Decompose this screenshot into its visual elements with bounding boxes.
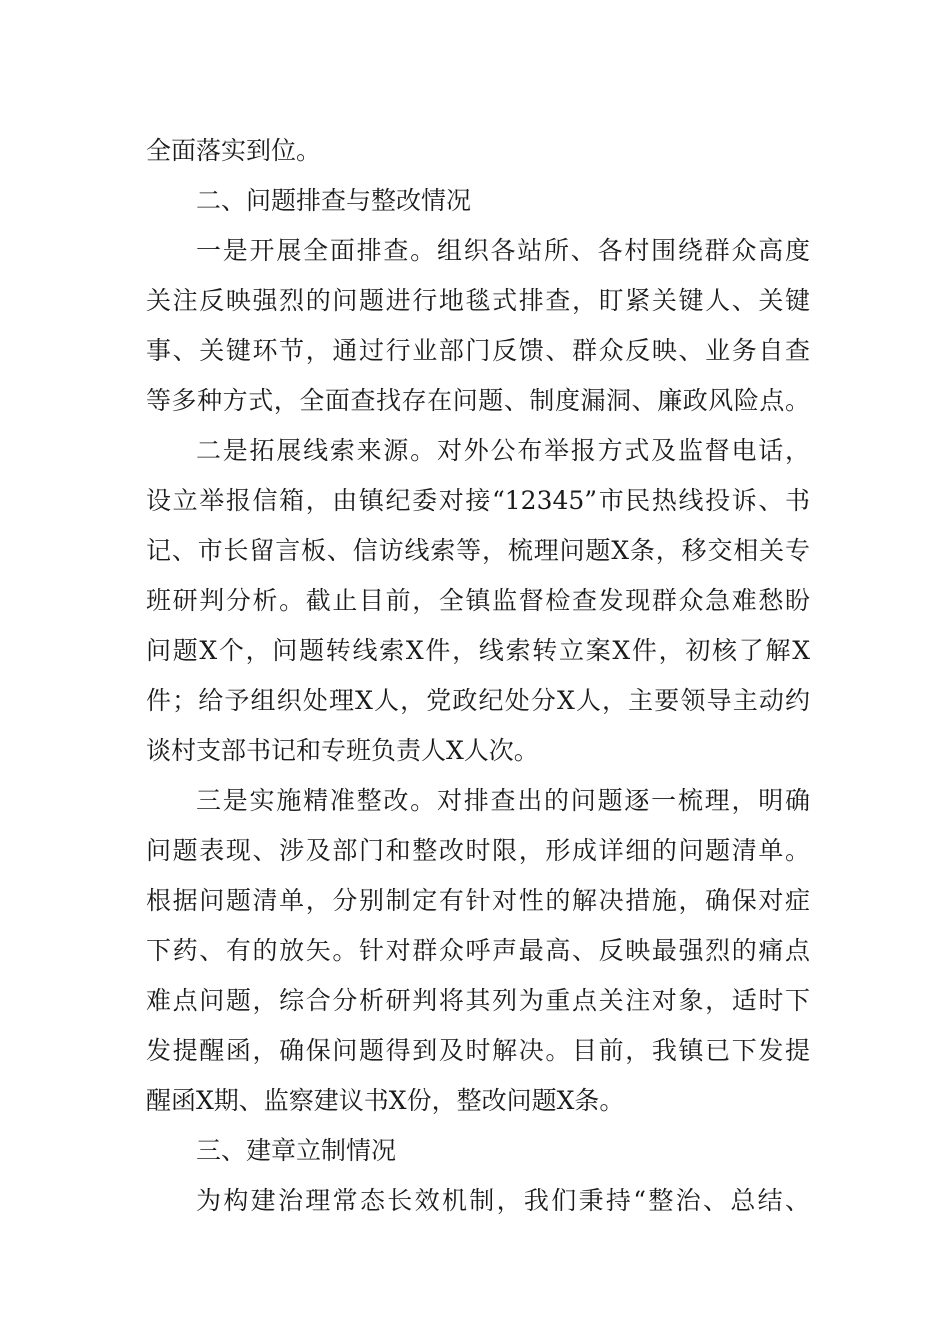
paragraph-line: 关注反映强烈的问题进行地毯式排查，盯紧关键人、关键 — [146, 286, 810, 315]
paragraph-line: 等多种方式，全面查找存在问题、制度漏洞、廉政风险点。 — [146, 386, 810, 415]
paragraph-line: 难点问题，综合分析研判将其列为重点关注对象，适时下 — [146, 986, 810, 1015]
paragraph-line: 件；给予组织处理X人，党政纪处分X人，主要领导主动约 — [146, 686, 810, 715]
paragraph-line: 全面落实到位。 — [146, 136, 322, 165]
paragraph-line: 班研判分析。截止目前，全镇监督检查发现群众急难愁盼 — [146, 586, 810, 615]
paragraph-line: 一是开展全面排查。组织各站所、各村围绕群众高度 — [196, 236, 810, 265]
paragraph-line: 二是拓展线索来源。对外公布举报方式及监督电话， — [196, 436, 810, 465]
paragraph-line: 设立举报信箱，由镇纪委对接“12345”市民热线投诉、书 — [146, 486, 810, 515]
paragraph-line: 为构建治理常态长效机制，我们秉持“整治、总结、 — [196, 1186, 810, 1215]
paragraph-line: 发提醒函，确保问题得到及时解决。目前，我镇已下发提 — [146, 1036, 810, 1065]
paragraph-line: 谈村支部书记和专班负责人X人次。 — [146, 736, 539, 765]
section-heading: 二、问题排查与整改情况 — [196, 186, 472, 215]
paragraph-line: 记、市长留言板、信访线索等，梳理问题X条，移交相关专 — [146, 536, 810, 565]
section-heading: 三、建章立制情况 — [196, 1136, 397, 1165]
paragraph-line: 下药、有的放矢。针对群众呼声最高、反映最强烈的痛点 — [146, 936, 810, 965]
paragraph-line: 问题表现、涉及部门和整改时限，形成详细的问题清单。 — [146, 836, 810, 865]
paragraph-line: 问题X个，问题转线索X件，线索转立案X件，初核了解X — [146, 636, 810, 665]
paragraph-line: 醒函X期、监察建议书X份，整改问题X条。 — [146, 1086, 625, 1115]
paragraph-line: 根据问题清单，分别制定有针对性的解决措施，确保对症 — [146, 886, 810, 915]
paragraph-line: 三是实施精准整改。对排查出的问题逐一梳理，明确 — [196, 786, 810, 815]
paragraph-line: 事、关键环节，通过行业部门反馈、群众反映、业务自查 — [146, 336, 810, 365]
